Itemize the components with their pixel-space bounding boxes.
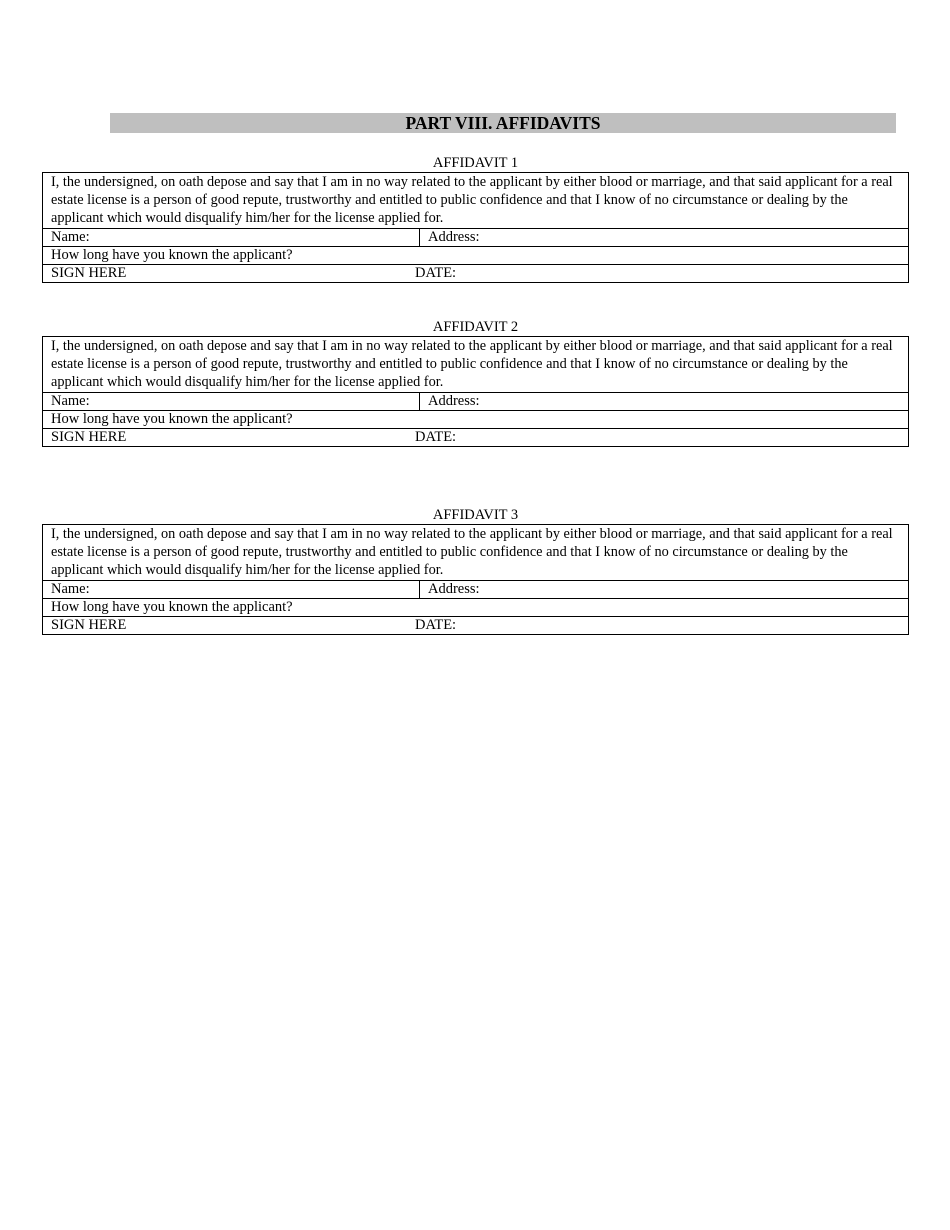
known-duration-label: How long have you known the applicant? — [51, 411, 293, 427]
name-field[interactable] — [43, 229, 420, 246]
address-label: Address: — [428, 393, 480, 409]
known-duration-label: How long have you known the applicant? — [51, 247, 293, 263]
affidavit-box — [42, 336, 909, 447]
sign-here-label: SIGN HERE — [51, 265, 127, 281]
name-label: Name: — [51, 229, 90, 245]
affidavit-box — [42, 172, 909, 283]
name-address-row — [43, 228, 908, 246]
address-field[interactable] — [428, 229, 480, 246]
date-label: DATE: — [415, 617, 457, 633]
known-duration-row[interactable] — [43, 598, 908, 616]
signature-row[interactable] — [43, 264, 908, 282]
sign-here-label: SIGN HERE — [51, 429, 127, 445]
sign-here-label: SIGN HERE — [51, 617, 127, 633]
affidavit-3 — [42, 507, 909, 635]
oath-statement: I, the undersigned, on oath depose and say that I am in no way related to the applicant by either blood or marriage, and that said applicant for a real estate license is a person of good repute, trustworthy and entitled to public confidence and that I know of no circumstance or dealing by the applicant which would disqualify him/her for the license applied for. — [51, 526, 893, 578]
name-address-row — [43, 580, 908, 598]
affidavit-box — [42, 524, 909, 635]
name-field[interactable] — [43, 581, 420, 598]
address-label: Address: — [428, 229, 480, 245]
part-title: PART VIII. AFFIDAVITS — [110, 113, 896, 133]
known-duration-row[interactable] — [43, 410, 908, 428]
date-label: DATE: — [415, 265, 457, 281]
address-field[interactable] — [428, 581, 480, 598]
signature-row[interactable] — [43, 428, 908, 446]
address-label: Address: — [428, 581, 480, 597]
known-duration-row[interactable] — [43, 246, 908, 264]
affidavit-2 — [42, 319, 909, 447]
date-label: DATE: — [415, 429, 457, 445]
affidavit-1 — [42, 155, 909, 283]
name-label: Name: — [51, 581, 90, 597]
address-field[interactable] — [428, 393, 480, 410]
affidavit-title: AFFIDAVIT 3 — [432, 507, 519, 523]
oath-statement: I, the undersigned, on oath depose and say that I am in no way related to the applicant by either blood or marriage, and that said applicant for a real estate license is a person of good repute, trustworthy and entitled to public confidence and that I know of no circumstance or dealing by the applicant which would disqualify him/her for the license applied for. — [51, 174, 893, 226]
known-duration-label: How long have you known the applicant? — [51, 599, 293, 615]
signature-row[interactable] — [43, 616, 908, 634]
name-address-row — [43, 392, 908, 410]
name-label: Name: — [51, 393, 90, 409]
oath-statement: I, the undersigned, on oath depose and say that I am in no way related to the applicant by either blood or marriage, and that said applicant for a real estate license is a person of good repute, trustworthy and entitled to public confidence and that I know of no circumstance or dealing by the applicant which would disqualify him/her for the license applied for. — [51, 338, 893, 390]
affidavit-title: AFFIDAVIT 2 — [432, 319, 519, 335]
affidavit-title: AFFIDAVIT 1 — [432, 155, 519, 171]
name-field[interactable] — [43, 393, 420, 410]
